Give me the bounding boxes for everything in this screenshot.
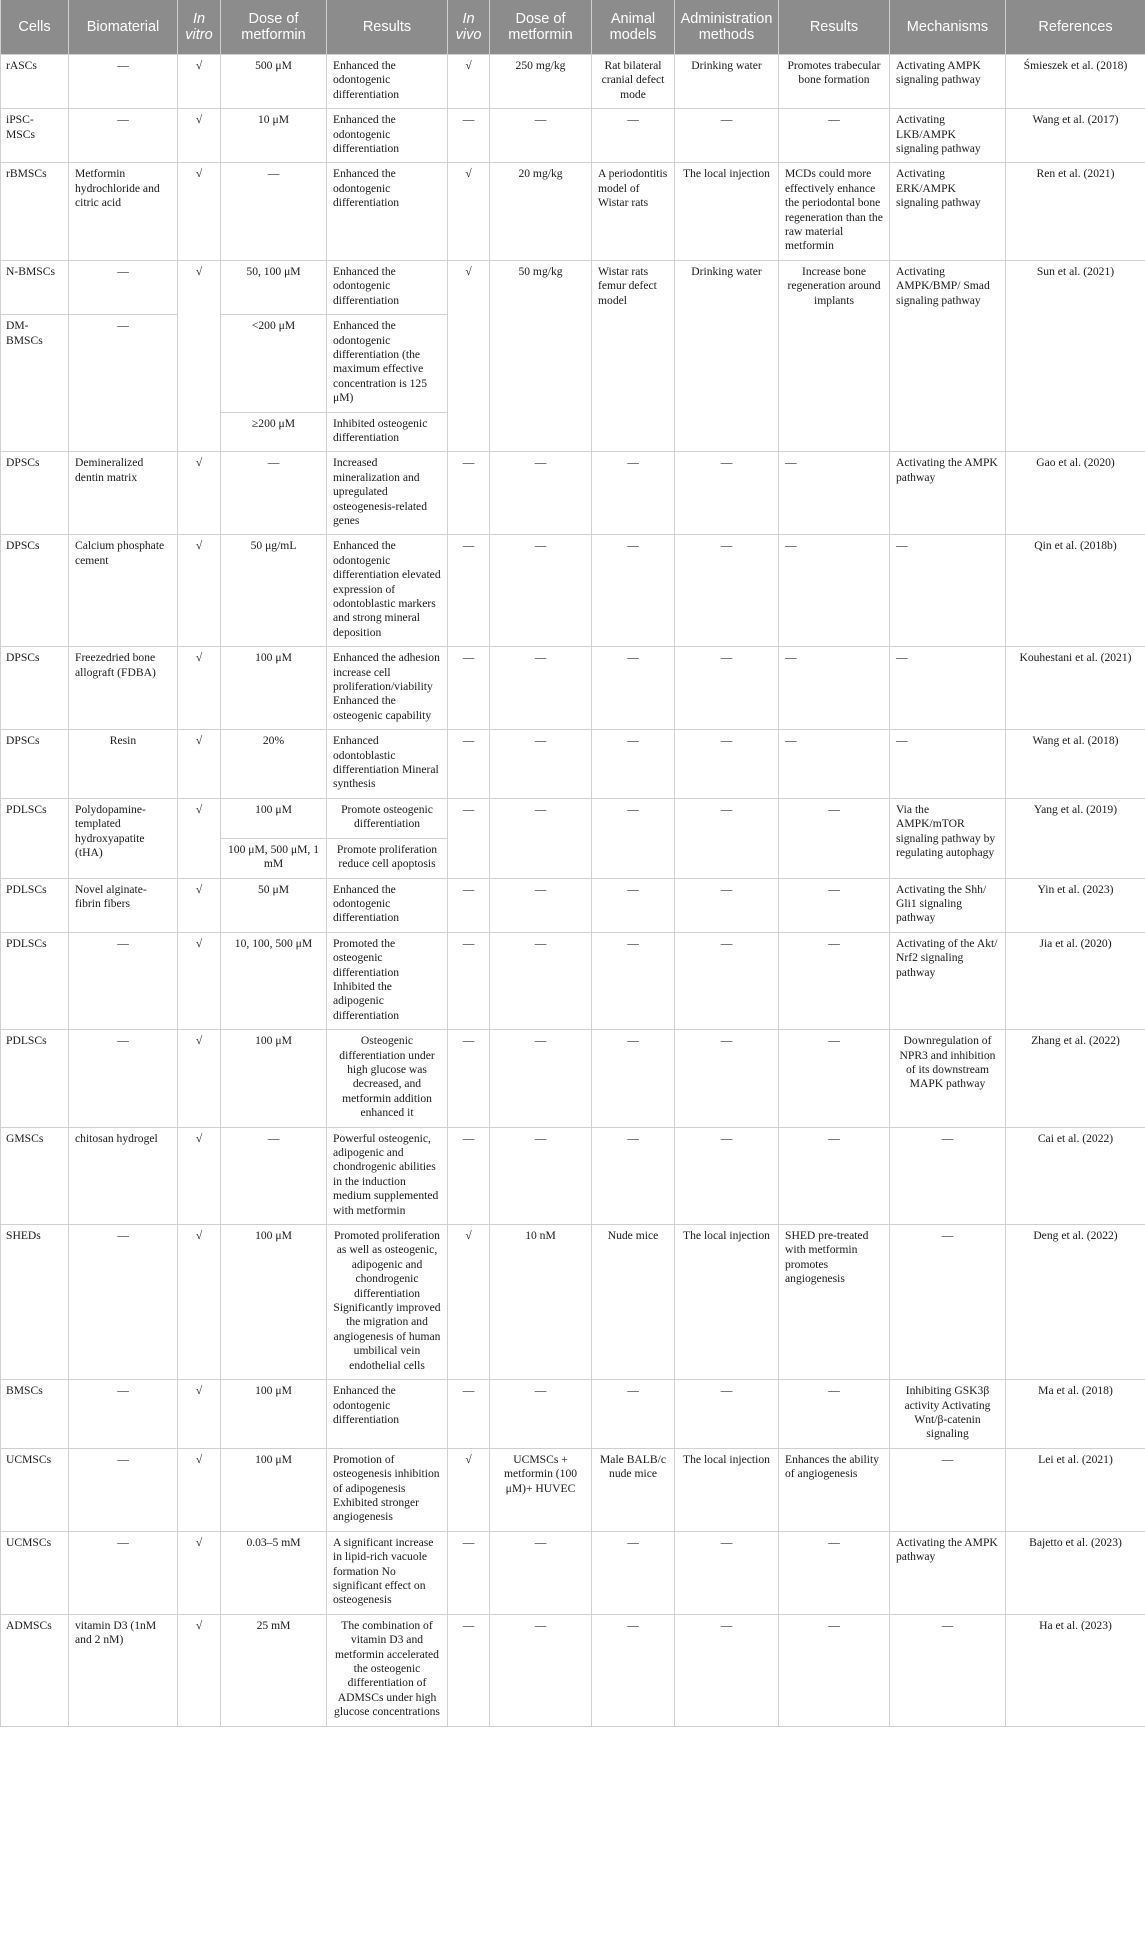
results-in-vivo: — (779, 535, 890, 647)
results-in-vitro: Osteogenic differentiation under high glucose was decreased, and metformin addition enhanced it (327, 1030, 448, 1127)
in-vivo-mark: — (448, 798, 490, 878)
results-in-vivo: — (779, 1531, 890, 1614)
dose-in-vivo: — (490, 1614, 592, 1726)
results-in-vitro: Promotion of osteogenesis inhibition of adipogenesis Exhibited stronger angiogenesis (327, 1448, 448, 1531)
header-results-in-vivo: Results (779, 0, 890, 55)
reference: Yin et al. (2023) (1006, 878, 1145, 932)
in-vivo-mark: — (448, 452, 490, 535)
in-vitro-mark: √ (178, 55, 221, 109)
in-vivo-mark: — (448, 1127, 490, 1224)
biomaterial: — (69, 932, 178, 1029)
cell-type: PDLSCs (1, 878, 69, 932)
cell-type: PDLSCs (1, 932, 69, 1029)
header-in-vivo: In vivo (448, 0, 490, 55)
cell-type: SHEDs (1, 1225, 69, 1380)
in-vitro-mark: √ (178, 647, 221, 730)
dose-in-vitro: 100 μM (221, 1225, 327, 1380)
dose-in-vitro: 25 mM (221, 1614, 327, 1726)
results-in-vitro: Enhanced the odontogenic differentiation elevated expression of odontoblastic markers and strong mineral deposition (327, 535, 448, 647)
dose-in-vitro: — (221, 1127, 327, 1224)
header-dose-in-vivo: Dose of metformin (490, 0, 592, 55)
administration-method: — (675, 932, 779, 1029)
animal-model: — (592, 647, 675, 730)
mechanism: Activating the AMPK pathway (890, 452, 1006, 535)
cell-type: UCMSCs (1, 1531, 69, 1614)
in-vitro-mark: √ (178, 1614, 221, 1726)
reference: Yang et al. (2019) (1006, 798, 1145, 878)
in-vitro-mark: √ (178, 452, 221, 535)
biomaterial: Polydopamine-templated hydroxyapatite (tHA) (69, 798, 178, 878)
in-vitro-mark: √ (178, 535, 221, 647)
dose-in-vivo: — (490, 1030, 592, 1127)
cell-type: UCMSCs (1, 1448, 69, 1531)
biomaterial: — (69, 1030, 178, 1127)
table-row (1, 878, 1145, 932)
reference: Sun et al. (2021) (1006, 260, 1145, 451)
results-in-vitro: Promoted proliferation as well as osteogenic, adipogenic and chondrogenic differentiation Significantly improved the migration and angiogenesis of human umbilical vein endothelial cells (327, 1225, 448, 1380)
results-in-vitro: Enhanced the adhesion increase cell proliferation/viability Enhanced the osteogenic capability (327, 647, 448, 730)
dose-in-vitro: 0.03–5 mM (221, 1531, 327, 1614)
administration-method: — (675, 1531, 779, 1614)
reference: Bajetto et al. (2023) (1006, 1531, 1145, 1614)
results-in-vivo: — (779, 1380, 890, 1449)
results-in-vivo: Enhances the ability of angiogenesis (779, 1448, 890, 1531)
mechanism: Via the AMPK/mTOR signaling pathway by regulating autophagy (890, 798, 1006, 878)
header-administration: Administration methods (675, 0, 779, 55)
mechanism: — (890, 1448, 1006, 1531)
in-vivo-mark: — (448, 1614, 490, 1726)
results-in-vitro: Enhanced the odontogenic differentiation (327, 163, 448, 260)
cell-type: ADMSCs (1, 1614, 69, 1726)
table-row (1, 1380, 1145, 1449)
animal-model: — (592, 1127, 675, 1224)
administration-method: — (675, 109, 779, 163)
animal-model: — (592, 1030, 675, 1127)
cell-type: DM-BMSCs (1, 315, 69, 452)
dose-in-vivo: — (490, 1380, 592, 1449)
dose-in-vivo: — (490, 1127, 592, 1224)
dose-in-vitro: 500 μM (221, 55, 327, 109)
biomaterial: — (69, 1225, 178, 1380)
dose-in-vitro: — (221, 452, 327, 535)
dose-in-vitro: 100 μM (221, 798, 327, 838)
reference: Deng et al. (2022) (1006, 1225, 1145, 1380)
mechanism: Activating AMPK/BMP/ Smad signaling pathway (890, 260, 1006, 451)
administration-method: Drinking water (675, 55, 779, 109)
cell-type: DPSCs (1, 452, 69, 535)
in-vivo-mark: — (448, 878, 490, 932)
results-in-vitro: Inhibited osteogenic differentiation (327, 412, 448, 452)
results-in-vivo: — (779, 798, 890, 878)
results-in-vivo: — (779, 878, 890, 932)
table-row (1, 260, 1145, 314)
biomaterial: Calcium phosphate cement (69, 535, 178, 647)
results-in-vivo: — (779, 1614, 890, 1726)
administration-method: — (675, 798, 779, 878)
animal-model: — (592, 730, 675, 799)
mechanism: Activating of the Akt/ Nrf2 signaling pathway (890, 932, 1006, 1029)
mechanism: Inhibiting GSK3β activity Activating Wnt/β-catenin signaling (890, 1380, 1006, 1449)
table-row (1, 798, 1145, 838)
header-animal-models: Animal models (592, 0, 675, 55)
cell-type: GMSCs (1, 1127, 69, 1224)
biomaterial: — (69, 1380, 178, 1449)
administration-method: The local injection (675, 1448, 779, 1531)
table-row (1, 1030, 1145, 1127)
dose-in-vitro: 50 μM (221, 878, 327, 932)
reference: Ren et al. (2021) (1006, 163, 1145, 260)
biomaterial: Resin (69, 730, 178, 799)
in-vivo-mark: — (448, 932, 490, 1029)
table-row (1, 1448, 1145, 1531)
results-in-vitro: Enhanced the odontogenic differentiation (327, 109, 448, 163)
in-vivo-mark: √ (448, 260, 490, 451)
mechanism: Downregulation of NPR3 and inhibition of its downstream MAPK pathway (890, 1030, 1006, 1127)
in-vivo-mark: — (448, 109, 490, 163)
header-mechanisms: Mechanisms (890, 0, 1006, 55)
header-row (1, 0, 1145, 55)
dose-in-vivo: — (490, 932, 592, 1029)
reference: Ha et al. (2023) (1006, 1614, 1145, 1726)
in-vivo-mark: √ (448, 55, 490, 109)
table-row (1, 452, 1145, 535)
biomaterial: chitosan hydrogel (69, 1127, 178, 1224)
dose-in-vivo: — (490, 878, 592, 932)
mechanism: — (890, 647, 1006, 730)
in-vitro-mark: √ (178, 730, 221, 799)
animal-model: — (592, 798, 675, 878)
results-in-vitro: Increased mineralization and upregulated osteogenesis-related genes (327, 452, 448, 535)
table-row (1, 647, 1145, 730)
results-in-vitro: Promote osteogenic differentiation (327, 798, 448, 838)
in-vitro-mark: √ (178, 109, 221, 163)
administration-method: — (675, 452, 779, 535)
in-vitro-mark: √ (178, 163, 221, 260)
dose-in-vitro: 20% (221, 730, 327, 799)
administration-method: The local injection (675, 1225, 779, 1380)
header-cells: Cells (1, 0, 69, 55)
in-vitro-mark: √ (178, 1531, 221, 1614)
results-in-vivo: — (779, 730, 890, 799)
reference: Śmieszek et al. (2018) (1006, 55, 1145, 109)
biomaterial: — (69, 315, 178, 452)
results-in-vitro: Promoted the osteogenic differentiation Inhibited the adipogenic differentiation (327, 932, 448, 1029)
results-in-vivo: — (779, 1127, 890, 1224)
biomaterial: — (69, 109, 178, 163)
in-vitro-mark: √ (178, 1127, 221, 1224)
dose-in-vivo: — (490, 109, 592, 163)
animal-model: — (592, 878, 675, 932)
animal-model: Rat bilateral cranial defect mode (592, 55, 675, 109)
biomaterial: Demineralized dentin matrix (69, 452, 178, 535)
dose-in-vivo: — (490, 535, 592, 647)
biomaterial: — (69, 260, 178, 314)
administration-method: — (675, 647, 779, 730)
mechanism: Activating ERK/AMPK signaling pathway (890, 163, 1006, 260)
reference: Wang et al. (2018) (1006, 730, 1145, 799)
animal-model: — (592, 535, 675, 647)
table-row (1, 730, 1145, 799)
mechanism: — (890, 1225, 1006, 1380)
in-vivo-mark: √ (448, 1448, 490, 1531)
cell-type: DPSCs (1, 647, 69, 730)
cell-type: N-BMSCs (1, 260, 69, 314)
in-vitro-mark: √ (178, 932, 221, 1029)
in-vitro-mark: √ (178, 1225, 221, 1380)
mechanism: — (890, 1614, 1006, 1726)
dose-in-vivo: 10 nM (490, 1225, 592, 1380)
in-vitro-mark: √ (178, 1380, 221, 1449)
dose-in-vitro: 100 μM (221, 647, 327, 730)
dose-in-vitro: 100 μM (221, 1448, 327, 1531)
reference: Qin et al. (2018b) (1006, 535, 1145, 647)
reference: Kouhestani et al. (2021) (1006, 647, 1145, 730)
results-in-vivo: — (779, 452, 890, 535)
reference: Zhang et al. (2022) (1006, 1030, 1145, 1127)
animal-model: A periodontitis model of Wistar rats (592, 163, 675, 260)
results-in-vitro: Enhanced the odontogenic differentiation (327, 1380, 448, 1449)
header-biomaterial: Biomaterial (69, 0, 178, 55)
results-in-vitro: Enhanced the odontogenic differentiation (327, 55, 448, 109)
table-row (1, 163, 1145, 260)
in-vivo-mark: — (448, 730, 490, 799)
results-in-vivo: — (779, 932, 890, 1029)
in-vitro-mark: √ (178, 878, 221, 932)
results-in-vivo: Promotes trabecular bone formation (779, 55, 890, 109)
administration-method: — (675, 1127, 779, 1224)
in-vitro-mark: √ (178, 1448, 221, 1531)
in-vitro-mark: √ (178, 798, 221, 878)
cell-type: PDLSCs (1, 1030, 69, 1127)
in-vivo-mark: √ (448, 163, 490, 260)
table-row (1, 932, 1145, 1029)
dose-in-vivo: — (490, 798, 592, 878)
biomaterial: — (69, 55, 178, 109)
biomaterial: Novel alginate-fibrin fibers (69, 878, 178, 932)
reference: Jia et al. (2020) (1006, 932, 1145, 1029)
dose-in-vitro: ≥200 μM (221, 412, 327, 452)
results-in-vitro: Enhanced the odontogenic differentiation (327, 878, 448, 932)
cell-type: rASCs (1, 55, 69, 109)
table-row (1, 1531, 1145, 1614)
dose-in-vitro: <200 μM (221, 315, 327, 412)
biomaterial: Freezedried bone allograft (FDBA) (69, 647, 178, 730)
mechanism: — (890, 1127, 1006, 1224)
table-row (1, 109, 1145, 163)
dose-in-vitro: 10 μM (221, 109, 327, 163)
dose-in-vitro: 10, 100, 500 μM (221, 932, 327, 1029)
results-in-vivo: Increase bone regeneration around implants (779, 260, 890, 451)
biomaterial: — (69, 1531, 178, 1614)
results-in-vivo: MCDs could more effectively enhance the periodontal bone regeneration than the raw material metformin (779, 163, 890, 260)
mechanism: — (890, 535, 1006, 647)
administration-method: — (675, 1380, 779, 1449)
dose-in-vivo: — (490, 1531, 592, 1614)
reference: Gao et al. (2020) (1006, 452, 1145, 535)
in-vivo-mark: — (448, 647, 490, 730)
animal-model: — (592, 452, 675, 535)
animal-model: — (592, 932, 675, 1029)
reference: Lei et al. (2021) (1006, 1448, 1145, 1531)
dose-in-vitro: 50, 100 μM (221, 260, 327, 314)
animal-model: — (592, 1614, 675, 1726)
cell-type: rBMSCs (1, 163, 69, 260)
in-vitro-mark: √ (178, 1030, 221, 1127)
dose-in-vivo: 20 mg/kg (490, 163, 592, 260)
header-results-in-vitro: Results (327, 0, 448, 55)
cell-type: iPSC-MSCs (1, 109, 69, 163)
administration-method: — (675, 535, 779, 647)
administration-method: Drinking water (675, 260, 779, 451)
results-in-vivo: — (779, 1030, 890, 1127)
header-in-vitro: In vitro (178, 0, 221, 55)
animal-model: — (592, 1531, 675, 1614)
reference: Ma et al. (2018) (1006, 1380, 1145, 1449)
table-row (1, 1614, 1145, 1726)
header-references: References (1006, 0, 1145, 55)
mechanism: Activating the AMPK pathway (890, 1531, 1006, 1614)
animal-model: Male BALB/c nude mice (592, 1448, 675, 1531)
cell-type: BMSCs (1, 1380, 69, 1449)
reference: Cai et al. (2022) (1006, 1127, 1145, 1224)
dose-in-vivo: — (490, 730, 592, 799)
in-vivo-mark: — (448, 1531, 490, 1614)
results-in-vivo: — (779, 647, 890, 730)
biomaterial: Metformin hydrochloride and citric acid (69, 163, 178, 260)
biomaterial: vitamin D3 (1nM and 2 nM) (69, 1614, 178, 1726)
biomaterial: — (69, 1448, 178, 1531)
dose-in-vivo: — (490, 647, 592, 730)
cell-type: PDLSCs (1, 798, 69, 878)
administration-method: — (675, 1614, 779, 1726)
cell-type: DPSCs (1, 535, 69, 647)
dose-in-vivo: UCMSCs + metformin (100 μM)+ HUVEC (490, 1448, 592, 1531)
dose-in-vivo: 250 mg/kg (490, 55, 592, 109)
results-in-vitro: Enhanced the odontogenic differentiation (327, 260, 448, 314)
dose-in-vitro: 100 μM (221, 1030, 327, 1127)
animal-model: — (592, 109, 675, 163)
table-row (1, 1127, 1145, 1224)
results-in-vitro: Enhanced odontoblastic differentiation Mineral synthesis (327, 730, 448, 799)
dose-in-vivo: — (490, 452, 592, 535)
administration-method: — (675, 730, 779, 799)
animal-model: — (592, 1380, 675, 1449)
mechanism: Activating AMPK signaling pathway (890, 55, 1006, 109)
in-vivo-mark: — (448, 535, 490, 647)
results-in-vitro: Powerful osteogenic, adipogenic and chondrogenic abilities in the induction medium supplemented with metformin (327, 1127, 448, 1224)
animal-model: Wistar rats femur defect model (592, 260, 675, 451)
dose-in-vitro: 100 μM, 500 μM, 1 mM (221, 838, 327, 878)
in-vivo-mark: — (448, 1380, 490, 1449)
cell-type: DPSCs (1, 730, 69, 799)
administration-method: — (675, 878, 779, 932)
results-in-vitro: A significant increase in lipid-rich vacuole formation No significant effect on osteogenesis (327, 1531, 448, 1614)
mechanism: — (890, 730, 1006, 799)
in-vivo-mark: √ (448, 1225, 490, 1380)
dose-in-vivo: 50 mg/kg (490, 260, 592, 451)
table-row (1, 55, 1145, 109)
header-dose-in-vitro: Dose of metformin (221, 0, 327, 55)
mechanism: Activating the Shh/ Gli1 signaling pathway (890, 878, 1006, 932)
administration-method: — (675, 1030, 779, 1127)
animal-model: Nude mice (592, 1225, 675, 1380)
results-in-vivo: — (779, 109, 890, 163)
dose-in-vitro: 100 μM (221, 1380, 327, 1449)
dose-in-vitro: 50 μg/mL (221, 535, 327, 647)
table-row (1, 535, 1145, 647)
results-in-vitro: Promote proliferation reduce cell apoptosis (327, 838, 448, 878)
reference: Wang et al. (2017) (1006, 109, 1145, 163)
administration-method: The local injection (675, 163, 779, 260)
in-vivo-mark: — (448, 1030, 490, 1127)
in-vitro-mark: √ (178, 260, 221, 451)
results-in-vivo: SHED pre-treated with metformin promotes angiogenesis (779, 1225, 890, 1380)
table-row (1, 1225, 1145, 1380)
mechanism: Activating LKB/AMPK signaling pathway (890, 109, 1006, 163)
dose-in-vitro: — (221, 163, 327, 260)
results-in-vitro: The combination of vitamin D3 and metformin accelerated the osteogenic differentiation of ADMSCs under high glucose concentrations (327, 1614, 448, 1726)
results-in-vitro: Enhanced the odontogenic differentiation (the maximum effective concentration is 125 μM) (327, 315, 448, 412)
